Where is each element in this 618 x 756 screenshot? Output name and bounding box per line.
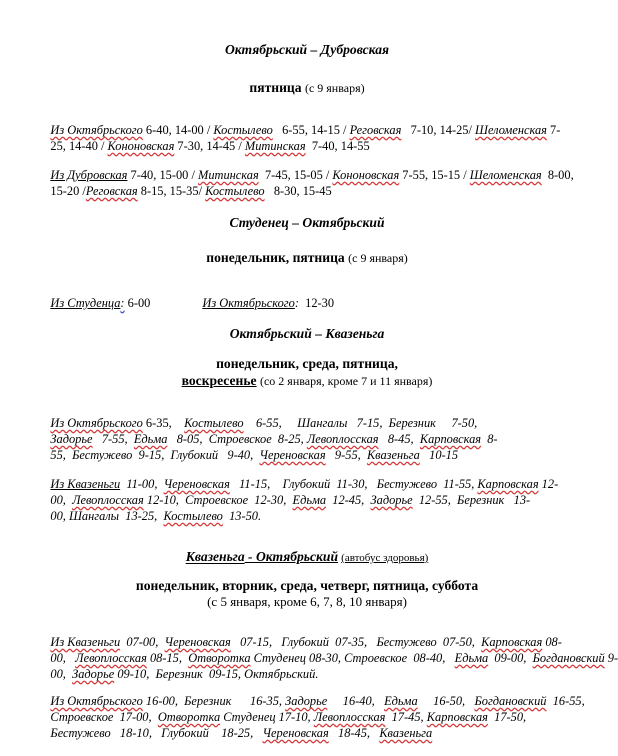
stop-name: Едьма <box>384 694 418 708</box>
times: 12-30 <box>298 296 335 310</box>
days-label: понедельник, вторник, среда, четверг, пятница, суббота <box>135 578 479 593</box>
stop-name: Задорье <box>50 432 93 446</box>
times: 08- <box>542 635 562 649</box>
times: 12- <box>538 477 559 491</box>
times: 7-40, 15-00 / <box>127 168 198 182</box>
stop-name: Из Дубровская <box>50 168 128 182</box>
times: 17-50, <box>487 710 527 724</box>
section-days-3b <box>0 373 614 389</box>
stop-name: Задорье <box>285 694 328 708</box>
section-title-kvazenga-oktyabrsky <box>0 549 614 565</box>
route-line <box>38 494 261 539</box>
stop-name: Отворотка <box>188 651 251 665</box>
days-note: (со 2 января, кроме 7 и 11 января) <box>259 374 433 388</box>
stop-name: Реговская <box>349 123 402 137</box>
route-line <box>38 169 332 214</box>
stop-name: Шеломенская <box>469 168 542 182</box>
section-days-1 <box>0 80 614 96</box>
stop-name: Митинская <box>244 139 306 153</box>
stop-name: Левоплосская <box>313 710 386 724</box>
times: 12-10, Строевское 12-30, <box>143 493 293 507</box>
times: Бестужево 18-10, Глубокий 18-25, <box>50 726 263 740</box>
times: 16-40, <box>327 694 385 708</box>
stop-name: Из Квазеньги <box>50 477 121 491</box>
times: 00, <box>50 651 76 665</box>
times: 10-15 <box>419 448 459 462</box>
times: 16-00, Березник 16-35, <box>142 694 286 708</box>
stop-name: Едьма <box>133 432 168 446</box>
times: 8-45, <box>378 432 420 446</box>
stop-name: Из Октябрьского <box>50 694 143 708</box>
times: Студенец 08-30, Строевское 08-40, <box>250 651 455 665</box>
times: 00, <box>50 667 73 681</box>
title-part: Квазеньга <box>185 549 245 564</box>
days-label: понедельник, пятница <box>206 250 345 265</box>
title-note: (автобус здоровья) <box>341 552 429 564</box>
stop-name: Задорье <box>72 667 115 681</box>
stop-name: Карповская <box>419 432 482 446</box>
title-part: - Октябрьский <box>244 549 339 564</box>
times: 8-00, <box>541 168 574 182</box>
times: 15-20 / <box>50 184 86 198</box>
times: 7-10, 14-25/ <box>401 123 476 137</box>
times: 00, <box>50 493 73 507</box>
times: 7- <box>546 123 561 137</box>
stop-name: Костылево <box>184 416 244 430</box>
stop-name: Реговская <box>85 184 138 198</box>
times: 6-40, 14-00 / <box>142 123 214 137</box>
days-label: воскресенье <box>181 373 257 388</box>
times: 7-30, 14-45 / <box>174 139 245 153</box>
stop-name: Шеломенская <box>475 123 547 137</box>
days-note: (с 9 января) <box>304 81 365 95</box>
stop-name: Костылево <box>213 123 273 137</box>
times: 09-00, <box>488 651 533 665</box>
stop-name: Левоплосская <box>306 432 379 446</box>
stop-name: Костылево <box>163 509 223 523</box>
times: 17-45, <box>385 710 427 724</box>
times: 07-00, <box>120 635 165 649</box>
stop-name: Из Октябрьского <box>202 296 295 310</box>
times: Строевское 17-00, <box>50 710 158 724</box>
stop-name: Богдановский <box>532 651 605 665</box>
times: 6-35, <box>142 416 185 430</box>
times: 12-45, <box>326 493 371 507</box>
times: 8-05, Строевское 8-25, <box>167 432 307 446</box>
times: 6-55, 14-15 / <box>272 123 350 137</box>
times: 16-55, <box>546 694 585 708</box>
stop-name: Едьма <box>454 651 489 665</box>
stop-name: Из Октябрьского <box>50 416 143 430</box>
stop-name: Карповская <box>477 477 539 491</box>
stop-name: Богдановский <box>474 694 547 708</box>
times: 6-55, Шангалы 7-15, Березник 7-50, <box>243 416 478 430</box>
colon: : <box>120 296 125 310</box>
stop-name: Череновская <box>262 726 329 740</box>
days-label: пятница <box>249 80 302 95</box>
times: 12-55, Березник 13- <box>412 493 531 507</box>
stop-name: Из Октябрьского <box>50 123 143 137</box>
times: 6-00 <box>124 296 151 310</box>
stop-name: Отворотка <box>157 710 221 724</box>
times: 7-40, 14-55 <box>305 139 370 153</box>
stop-name: Кононовская <box>332 168 400 182</box>
stop-name: Левоплосская <box>72 493 144 507</box>
days-note: (с 9 января) <box>348 251 408 265</box>
section-title-studenets-oktyabrsky: Студенец – Октябрьский <box>229 215 385 230</box>
stop-name: Из Студенца <box>50 296 121 310</box>
times: 11-15, Глубокий 11-30, Бестужево 11-55, <box>229 477 478 491</box>
colon: : <box>294 296 299 310</box>
stop-name: Из Квазеньги <box>50 635 121 649</box>
times: 25, 14-40 / <box>50 139 108 153</box>
times: 08-15, <box>146 651 189 665</box>
times: 7-45, 15-05 / <box>258 168 333 182</box>
times: 7-55, <box>92 432 134 446</box>
stop-name: Карповская <box>481 635 543 649</box>
route-line <box>38 711 432 756</box>
section-days-3a <box>0 356 614 372</box>
times: 9- <box>604 651 618 665</box>
stop-name: Карповская <box>426 710 488 724</box>
times: 07-15, Глубокий 07-35, Бестужево 07-50, <box>230 635 482 649</box>
times: 00, Шангалы 13-25, <box>50 509 164 523</box>
times: 11-00, <box>120 477 164 491</box>
section-days-4 <box>0 578 614 594</box>
stop-name: Левоплосская <box>75 651 147 665</box>
times: 8-30, 15-45 <box>264 184 332 198</box>
section-days-2 <box>0 250 614 266</box>
stop-name: Череновская <box>163 477 230 491</box>
times: 7-55, 15-15 / <box>399 168 470 182</box>
stop-name: Кононовская <box>107 139 175 153</box>
section-title-oktyabrsky-kvazenga: Октябрьский – Квазеньга <box>229 326 385 341</box>
times: 09-10, Березник 09-15, Октябрьский. <box>114 667 319 681</box>
section-title-oktyabrsky-dubrovskaya: Октябрьский – Дубровская <box>224 42 389 57</box>
times: Студенец 17-10, <box>220 710 314 724</box>
days-label: понедельник, среда, пятница, <box>216 356 398 371</box>
stop-name: Череновская <box>259 448 326 462</box>
section-days-4-note: (с 5 января, кроме 6, 7, 8, 10 января) <box>207 594 407 609</box>
times: 8-15, 15-35/ <box>137 184 206 198</box>
stop-name: Задорье <box>370 493 413 507</box>
times: 8- <box>481 432 498 446</box>
stop-name: Квазеньга <box>379 726 433 740</box>
times: 13-50. <box>222 509 262 523</box>
times: 18-45, <box>328 726 380 740</box>
route-line <box>38 281 334 326</box>
times: 55, Бестужево 9-15, Глубокий 9-40, <box>50 448 260 462</box>
stop-name: Митинская <box>198 168 259 182</box>
stop-name: Череновская <box>164 635 231 649</box>
stop-name: Квазеньга <box>366 448 420 462</box>
times: 16-50, <box>417 694 475 708</box>
times: 9-55, <box>325 448 367 462</box>
stop-name: Едьма <box>292 493 327 507</box>
stop-name: Костылево <box>205 184 265 198</box>
